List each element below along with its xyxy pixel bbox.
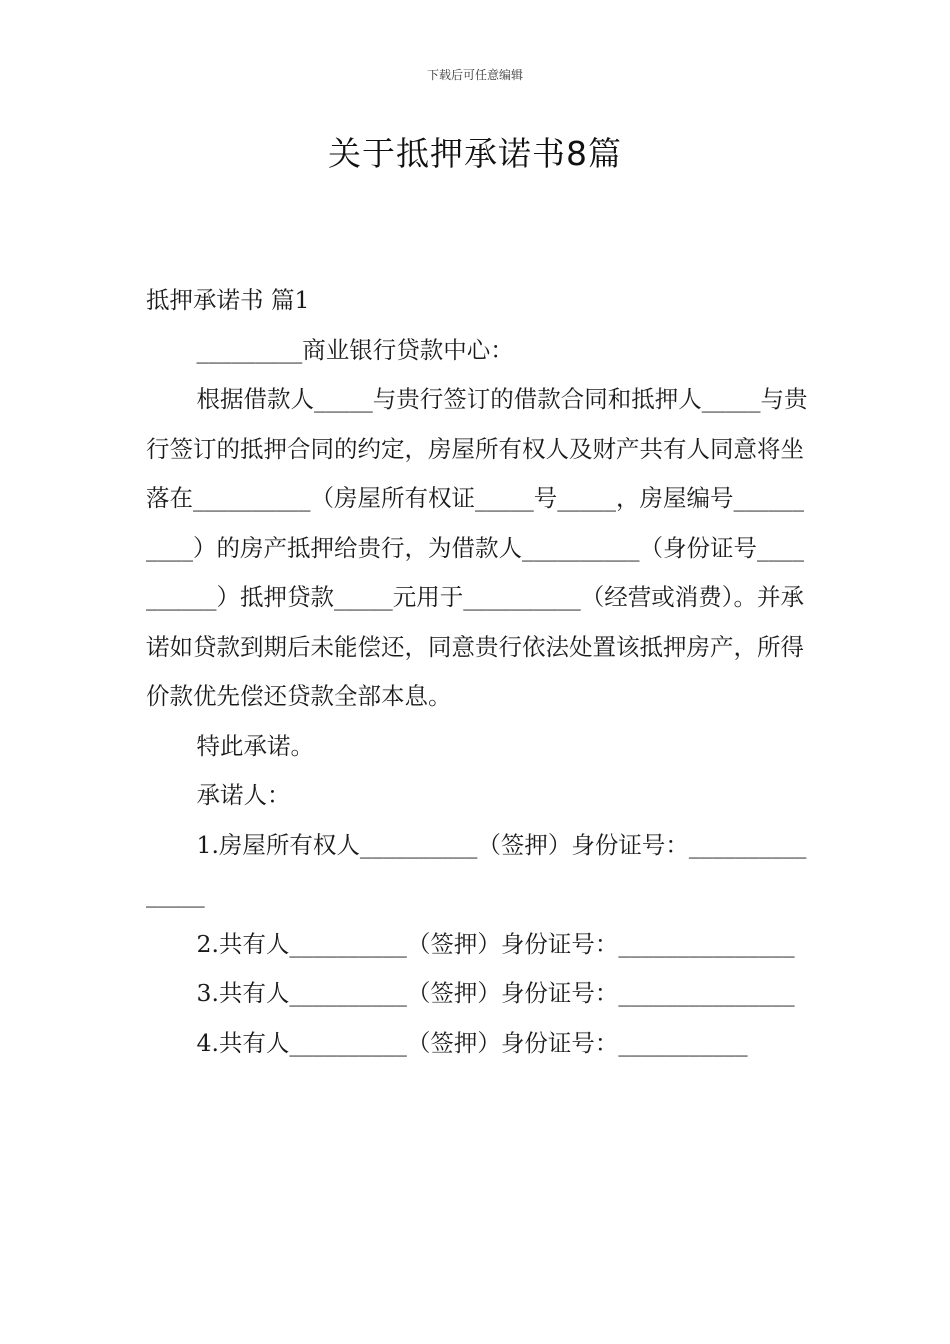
signer-line-1: 1.房屋所有权人__________（签押）身份证号：_______________: [146, 830, 807, 908]
signer-line-2: 2.共有人__________（签押）身份证号：_______________: [196, 929, 795, 958]
signer-label: 承诺人：: [196, 781, 291, 809]
salutation: _________商业银行贷款中心：: [196, 335, 514, 364]
document-title: 关于抵押承诺书8篇: [328, 134, 622, 173]
signer-line-4: 4.共有人__________（签押）身份证号：___________: [196, 1028, 748, 1057]
closing-line: 特此承诺。: [196, 731, 315, 760]
section-heading: 抵押承诺书 篇1: [146, 286, 310, 314]
signer-line-3: 3.共有人__________（签押）身份证号：_______________: [196, 979, 795, 1007]
document-body: [146, 276, 810, 1068]
header-note: 下载后可任意编辑: [426, 68, 523, 82]
main-paragraph: 根据借款人_____与贵行签订的借款合同和抵押人_____与贵行签订的抵押合同的约定，房屋所有权人及财产共有人同意将坐落在__________（房屋所有权证_____号_____，房屋编号__________）的房产抵押给贵行，为借款人__________（身份证号__________）抵押贷款_____元用于__________（经营或消费）。并承诺如贷款到期后未能偿还，同意贵行依法处置该抵押房产，所得价款优先偿还贷款全部本息。: [146, 385, 808, 710]
